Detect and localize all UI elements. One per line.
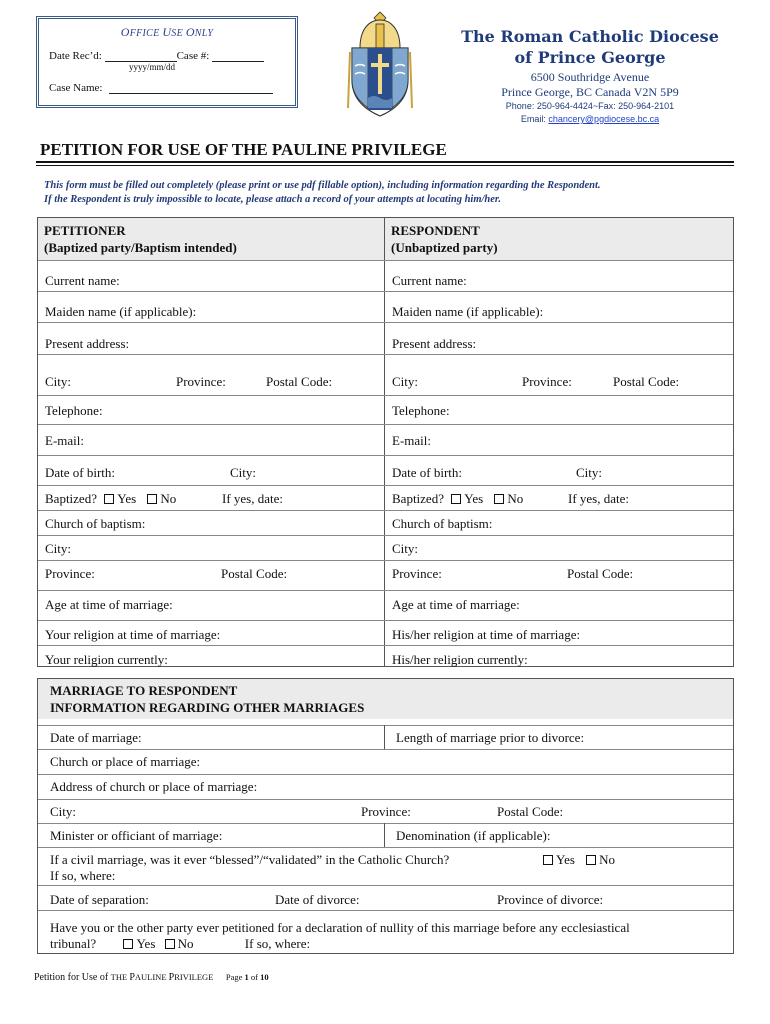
respondent-religion-currently[interactable]: His/her religion currently:: [392, 652, 528, 667]
respondent-baptized: Baptized? Yes No: [392, 491, 524, 506]
date-format-hint: yyyy/mm/dd: [129, 62, 176, 72]
date-received-label: Date Rec’d:: [49, 50, 102, 62]
respondent-baptized-no-checkbox[interactable]: [494, 494, 504, 504]
page-number: Page 1 of 10: [225, 972, 269, 982]
respondent-dob-city[interactable]: City:: [576, 465, 603, 480]
civil-blessed-yes-checkbox[interactable]: [543, 855, 553, 865]
petitioner-maiden-name[interactable]: Maiden name (if applicable):: [45, 304, 197, 319]
marriage-civil-question: If a civil marriage, was it ever “blessed”/“validated” in the Catholic Church?: [50, 852, 450, 867]
marriage-church-address[interactable]: Address of church or place of marriage:: [50, 779, 258, 794]
respondent-telephone[interactable]: Telephone:: [392, 403, 450, 418]
office-use-title: OFFICE USE ONLY: [120, 25, 214, 39]
case-number-label: Case #:: [176, 50, 210, 62]
nullity-yes-checkbox[interactable]: [123, 939, 133, 949]
diocese-address-line1: 6500 Southridge Avenue: [530, 70, 650, 84]
petitioner-church-of-baptism[interactable]: Church of baptism:: [45, 516, 146, 531]
respondent-current-name[interactable]: Current name:: [392, 273, 467, 288]
marriage-province[interactable]: Province:: [361, 804, 411, 819]
marriage-postal-code[interactable]: Postal Code:: [497, 804, 564, 819]
marriage-divorce-date[interactable]: Date of divorce:: [275, 892, 360, 907]
respondent-baptism-city[interactable]: City:: [392, 541, 419, 556]
respondent-dob[interactable]: Date of birth:: [392, 465, 463, 480]
petitioner-baptism-postal[interactable]: Postal Code:: [221, 566, 288, 581]
nullity-no-checkbox[interactable]: [165, 939, 175, 949]
page-footer: Petition for Use of THE PAULINE PRIVILEGE Page 1 of 10: [34, 972, 269, 983]
respondent-baptism-province[interactable]: Province:: [392, 566, 442, 581]
respondent-baptized-yes-checkbox[interactable]: [451, 494, 461, 504]
petitioner-heading: PETITIONER (Baptized party/Baptism intended): [44, 223, 237, 255]
respondent-city[interactable]: City:: [392, 374, 419, 389]
marriage-length[interactable]: Length of marriage prior to divorce:: [396, 730, 585, 745]
marriage-separation-date[interactable]: Date of separation:: [50, 892, 149, 907]
case-name-label: Case Name:: [49, 82, 103, 94]
marriage-civil-options: Yes No: [543, 852, 615, 868]
petitioner-dob-city[interactable]: City:: [230, 465, 257, 480]
office-use-box: [36, 16, 298, 108]
diocese-address-line2: Prince George, BC Canada V2N 5P9: [501, 85, 679, 99]
marriage-minister[interactable]: Minister or officiant of marriage:: [50, 828, 223, 843]
respondent-postal-code[interactable]: Postal Code:: [613, 374, 680, 389]
page-title: PETITION FOR USE OF THE PAULINE PRIVILEGE: [40, 140, 447, 159]
marriage-civil-where[interactable]: If so, where:: [50, 868, 116, 883]
diocese-crest-icon: [346, 8, 414, 120]
petitioner-city[interactable]: City:: [45, 374, 72, 389]
marriage-date[interactable]: Date of marriage:: [50, 730, 142, 745]
petitioner-postal-code[interactable]: Postal Code:: [266, 374, 333, 389]
marriage-info-table: [37, 678, 734, 954]
respondent-age-at-marriage[interactable]: Age at time of marriage:: [392, 597, 520, 612]
petitioner-telephone[interactable]: Telephone:: [45, 403, 103, 418]
marriage-church-or-place[interactable]: Church or place of marriage:: [50, 754, 201, 769]
respondent-present-address[interactable]: Present address:: [392, 336, 477, 351]
petitioner-religion-at-marriage[interactable]: Your religion at time of marriage:: [45, 627, 221, 642]
instructions: This form must be filled out completely (please print or use pdf fillable option), including information regarding the Respondent. If the Respondent is truly impossible to locate, please attach a record of your attempts at locating him/her.: [44, 180, 601, 205]
respondent-heading: RESPONDENT (Unbaptized party): [391, 223, 498, 255]
petitioner-baptism-province[interactable]: Province:: [45, 566, 95, 581]
nullity-where[interactable]: If so, where:: [244, 936, 311, 951]
diocese-name-line1: The Roman Catholic Diocese: [461, 27, 719, 46]
petitioner-baptized-no-checkbox[interactable]: [147, 494, 157, 504]
petitioner-baptism-date[interactable]: If yes, date:: [222, 491, 284, 506]
respondent-email[interactable]: E-mail:: [392, 433, 431, 448]
marriage-heading: MARRIAGE TO RESPONDENT INFORMATION REGARDING OTHER MARRIAGES: [50, 683, 365, 715]
diocese-phone: Phone: 250-964-4424~Fax: 250-964-2101: [505, 101, 675, 111]
respondent-province[interactable]: Province:: [522, 374, 572, 389]
petitioner-baptized-yes-checkbox[interactable]: [104, 494, 114, 504]
petitioner-email[interactable]: E-mail:: [45, 433, 84, 448]
marriage-denomination[interactable]: Denomination (if applicable):: [396, 828, 551, 843]
respondent-church-of-baptism[interactable]: Church of baptism:: [392, 516, 493, 531]
diocese-name-line2: of Prince George: [514, 48, 666, 67]
date-received-field[interactable]: [105, 51, 177, 62]
respondent-maiden-name[interactable]: Maiden name (if applicable):: [392, 304, 544, 319]
civil-blessed-no-checkbox[interactable]: [586, 855, 596, 865]
nullity-options: tribunal? Yes No If so, where:: [50, 936, 311, 951]
petitioner-age-at-marriage[interactable]: Age at time of marriage:: [45, 597, 173, 612]
nullity-question: Have you or the other party ever petitioned for a declaration of nullity of this marriage before any ecclesiastical: [50, 920, 630, 935]
petitioner-baptism-city[interactable]: City:: [45, 541, 72, 556]
respondent-religion-at-marriage[interactable]: His/her religion at time of marriage:: [392, 627, 581, 642]
title-divider-thin: [36, 165, 734, 166]
diocese-email-line: Email: chancery@pgdiocese.bc.ca: [520, 114, 660, 124]
petitioner-present-address[interactable]: Present address:: [45, 336, 130, 351]
title-divider: [36, 161, 734, 163]
diocese-email-link[interactable]: chancery@pgdiocese.bc.ca: [548, 114, 660, 124]
case-name-field[interactable]: [109, 83, 273, 94]
petitioner-dob[interactable]: Date of birth:: [45, 465, 116, 480]
marriage-city[interactable]: City:: [50, 804, 77, 819]
marriage-divorce-province[interactable]: Province of divorce:: [497, 892, 604, 907]
case-number-field[interactable]: [212, 51, 264, 62]
petitioner-province[interactable]: Province:: [176, 374, 226, 389]
respondent-baptism-postal[interactable]: Postal Code:: [567, 566, 634, 581]
petitioner-religion-currently[interactable]: Your religion currently:: [45, 652, 168, 667]
diocese-header: [440, 26, 740, 126]
petitioner-current-name[interactable]: Current name:: [45, 273, 120, 288]
party-info-table: [37, 217, 734, 667]
respondent-baptism-date[interactable]: If yes, date:: [568, 491, 630, 506]
petitioner-baptized: Baptized? Yes No: [45, 491, 177, 506]
